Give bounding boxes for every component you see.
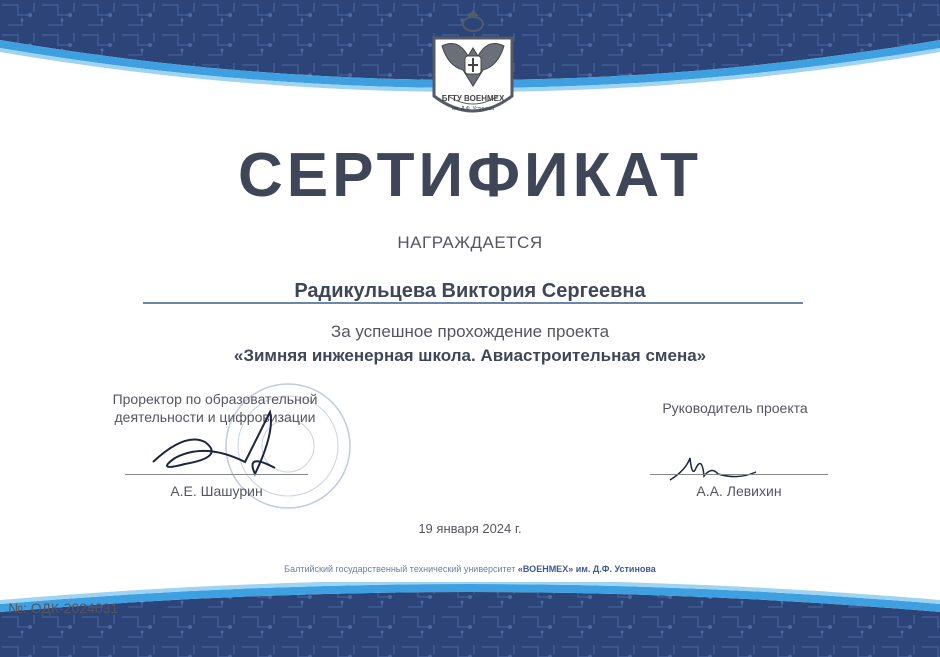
left-signature-line — [125, 474, 308, 475]
right-signature-line — [650, 474, 828, 475]
certificate-title: СЕРТИФИКАТ — [238, 141, 702, 210]
left-signatory-title-line1: Проректор по образовательной — [112, 391, 318, 407]
emblem-label: БГТУ ВОЕНМЕХ — [441, 94, 505, 103]
recipient-name: Радикульцева Виктория Сергеевна — [294, 280, 646, 302]
university-brand: «ВОЕНМЕХ» им. Д.Ф. Устинова — [517, 564, 656, 574]
right-signatory-title: Руководитель проекта — [662, 400, 808, 416]
bottom-decorative-band — [0, 582, 940, 657]
left-signatory-title-line2: деятельности и цифровизации — [114, 409, 316, 425]
left-signatory-name: А.Е. Шашурин — [170, 483, 263, 499]
awarded-label: НАГРАЖДАЕТСЯ — [397, 233, 543, 252]
reason-text: За успешное прохождение проекта — [330, 322, 610, 341]
emblem-text — [428, 94, 518, 114]
issue-date: 19 января 2024 г. — [418, 521, 522, 536]
university-footer — [0, 564, 940, 574]
project-name: «Зимняя инженерная школа. Авиастроительная смена» — [233, 346, 707, 365]
certificate-number: №: ОДК-2024031 — [8, 600, 119, 616]
emblem-sublabel: им. Д.Ф. Устинова — [452, 106, 494, 112]
right-signatory-name: А.А. Левихин — [696, 483, 782, 499]
recipient-underline — [143, 302, 803, 304]
university-name: Балтийский государственный технический университет — [284, 564, 516, 574]
left-signature-icon — [145, 402, 295, 482]
